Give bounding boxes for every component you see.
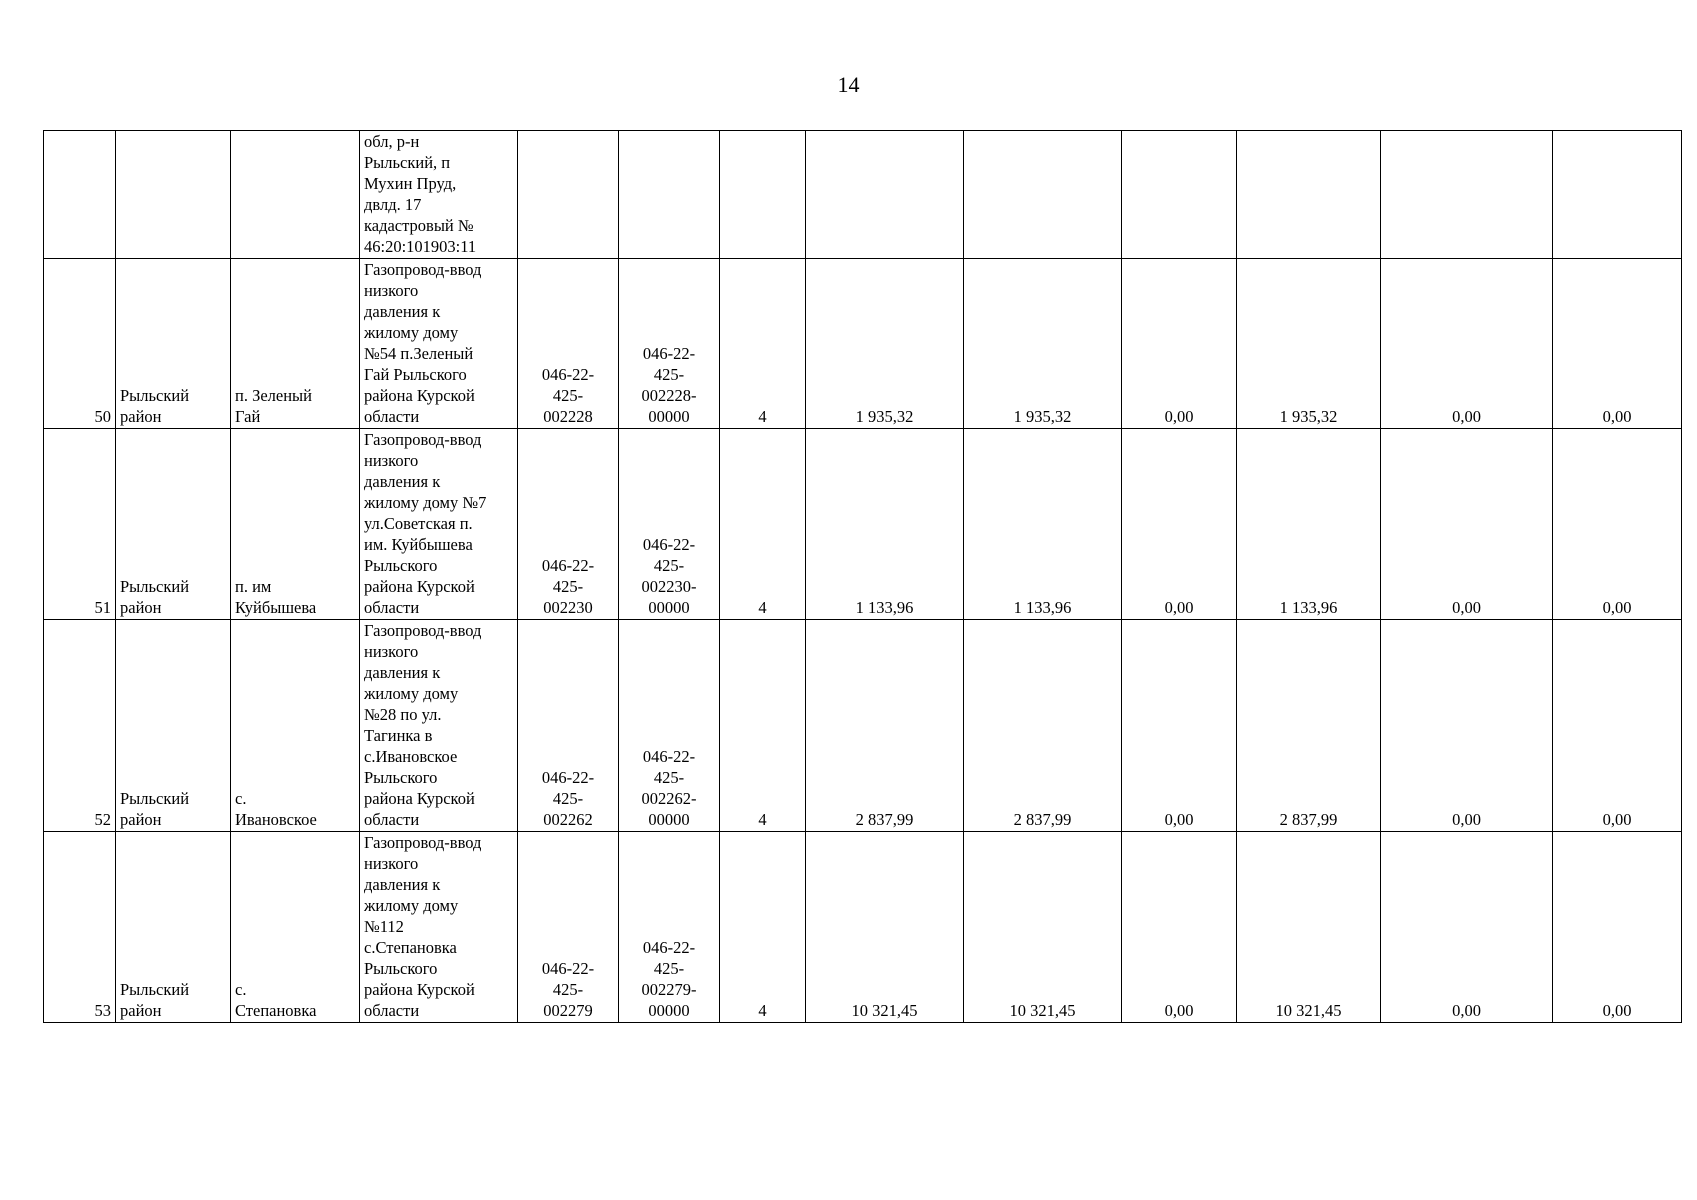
cell-locality (231, 131, 360, 259)
cell-number: 50 (44, 259, 116, 429)
cell-col12: 0,00 (1381, 259, 1553, 429)
cell-col9: 1 935,32 (964, 259, 1122, 429)
cell-col11: 2 837,99 (1237, 620, 1381, 832)
cell-code-full: 046-22- 425- 002230- 00000 (619, 429, 720, 620)
cell-col10: 0,00 (1122, 620, 1237, 832)
cell-col7: 4 (720, 620, 806, 832)
cell-col11 (1237, 131, 1381, 259)
cell-district: Рыльский район (116, 620, 231, 832)
cell-col11: 1 935,32 (1237, 259, 1381, 429)
cell-object-name: Газопровод-ввод низкого давления к жилому дому №54 п.Зеленый Гай Рыльского района Курской области (360, 259, 518, 429)
cell-district: Рыльский район (116, 429, 231, 620)
cell-code-full (619, 131, 720, 259)
cell-col9: 2 837,99 (964, 620, 1122, 832)
cell-col13 (1553, 131, 1682, 259)
cell-col7: 4 (720, 832, 806, 1023)
cell-col11: 1 133,96 (1237, 429, 1381, 620)
cell-col8: 1 133,96 (806, 429, 964, 620)
table-row (44, 259, 1682, 429)
cell-col9 (964, 131, 1122, 259)
cell-col8: 10 321,45 (806, 832, 964, 1023)
cell-col13: 0,00 (1553, 429, 1682, 620)
cell-col13: 0,00 (1553, 259, 1682, 429)
table-row (44, 832, 1682, 1023)
cell-code-full: 046-22- 425- 002228- 00000 (619, 259, 720, 429)
cell-col10: 0,00 (1122, 259, 1237, 429)
table-row-continuation (44, 131, 1682, 259)
cell-locality: п. Зеленый Гай (231, 259, 360, 429)
cell-locality: с. Ивановское (231, 620, 360, 832)
table-row (44, 429, 1682, 620)
cell-number: 51 (44, 429, 116, 620)
cell-district: Рыльский район (116, 259, 231, 429)
cell-col9: 10 321,45 (964, 832, 1122, 1023)
cell-district: Рыльский район (116, 832, 231, 1023)
cell-number (44, 131, 116, 259)
cell-col10: 0,00 (1122, 429, 1237, 620)
cell-col9: 1 133,96 (964, 429, 1122, 620)
cell-code: 046-22- 425- 002262 (518, 620, 619, 832)
cell-code-full: 046-22- 425- 002262- 00000 (619, 620, 720, 832)
cell-col13: 0,00 (1553, 620, 1682, 832)
registry-table (43, 130, 1682, 1023)
cell-col8 (806, 131, 964, 259)
cell-object-name: Газопровод-ввод низкого давления к жилому дому №112 с.Степановка Рыльского района Курской области (360, 832, 518, 1023)
cell-col7: 4 (720, 429, 806, 620)
cell-col12: 0,00 (1381, 832, 1553, 1023)
cell-locality: п. им Куйбышева (231, 429, 360, 620)
cell-col13: 0,00 (1553, 832, 1682, 1023)
cell-code: 046-22- 425- 002228 (518, 259, 619, 429)
cell-code: 046-22- 425- 002230 (518, 429, 619, 620)
cell-col7 (720, 131, 806, 259)
cell-col7: 4 (720, 259, 806, 429)
cell-code-full: 046-22- 425- 002279- 00000 (619, 832, 720, 1023)
cell-object-name: Газопровод-ввод низкого давления к жилому дому №7 ул.Советская п. им. Куйбышева Рыльского района Курской области (360, 429, 518, 620)
cell-number: 53 (44, 832, 116, 1023)
cell-code (518, 131, 619, 259)
cell-col10: 0,00 (1122, 832, 1237, 1023)
page-number: 14 (837, 72, 860, 97)
cell-district (116, 131, 231, 259)
cell-col8: 2 837,99 (806, 620, 964, 832)
cell-code: 046-22- 425- 002279 (518, 832, 619, 1023)
table-row (44, 620, 1682, 832)
cell-locality: с. Степановка (231, 832, 360, 1023)
cell-col12: 0,00 (1381, 620, 1553, 832)
cell-col11: 10 321,45 (1237, 832, 1381, 1023)
cell-col12: 0,00 (1381, 429, 1553, 620)
cell-col8: 1 935,32 (806, 259, 964, 429)
cell-object-name: Газопровод-ввод низкого давления к жилому дому №28 по ул. Тагинка в с.Ивановское Рыльского района Курской области (360, 620, 518, 832)
cell-col10 (1122, 131, 1237, 259)
cell-col12 (1381, 131, 1553, 259)
cell-object-name: обл, р-н Рыльский, п Мухин Пруд, двлд. 17 кадастровый № 46:20:101903:11 (360, 131, 518, 259)
cell-number: 52 (44, 620, 116, 832)
